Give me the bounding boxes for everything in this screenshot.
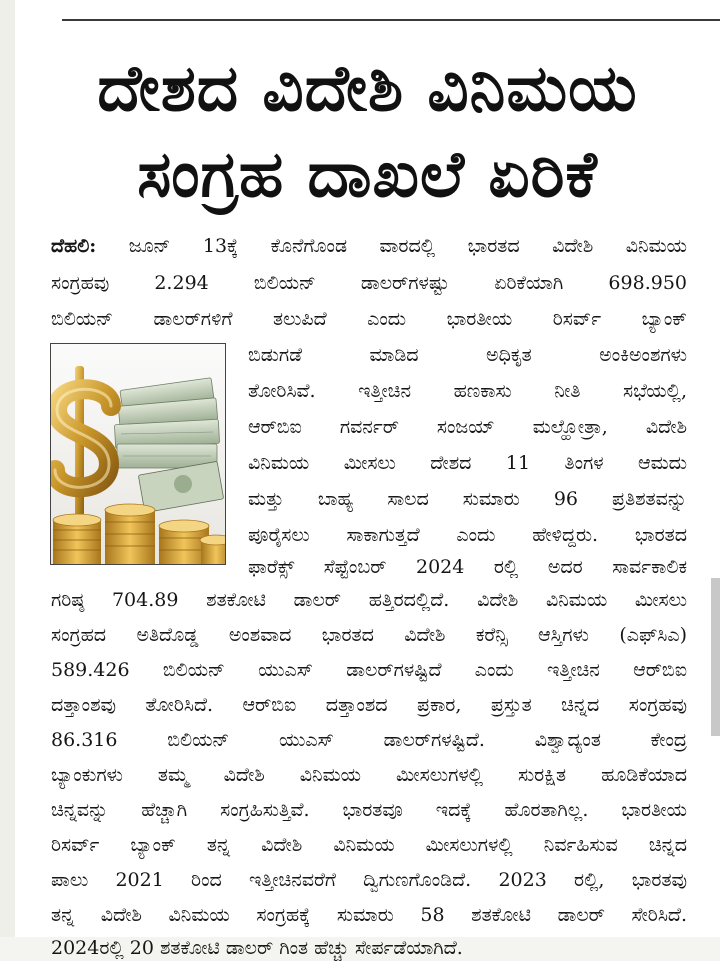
article-line-6: ಆರ್‌ಬಿಐ ಗವರ್ನರ್ ಸಂಜಯ್ ಮಲ್ಹೋತ್ರಾ, ವಿದೇಶಿ bbox=[248, 416, 687, 438]
dollar-money-gold-image bbox=[50, 343, 226, 565]
article-line-20: ತನ್ನ ವಿದೇಶಿ ವಿನಿಮಯ ಸಂಗ್ರಹಕ್ಕೆ ಸುಮಾರು 58 ಶತಕೋಟಿ ಡಾಲರ್ ಸೇರಿಸಿದೆ. bbox=[51, 904, 687, 926]
article-line-19: ಪಾಲು 2021 ರಿಂದ ಇತ್ತೀಚಿನವರೆಗೆ ದ್ವಿಗುಣಗೊಂಡಿದೆ. 2023 ರಲ್ಲಿ, ಭಾರತವು bbox=[51, 869, 687, 891]
article-line-9: ಪೂರೈಸಲು ಸಾಕಾಗುತ್ತದೆ ಎಂದು ಹೇಳಿದ್ದರು. ಭಾರತದ bbox=[248, 524, 687, 546]
article-line-21: 2024ರಲ್ಲಿ 20 ಶತಕೋಟಿ ಡಾಲರ್ ಗಿಂತ ಹೆಚ್ಚು ಸೇರ್ಪಡೆಯಾಗಿದೆ. bbox=[51, 937, 463, 959]
scrollbar-thumb[interactable] bbox=[711, 578, 720, 736]
article-line-2: ಸಂಗ್ರಹವು 2.294 ಬಿಲಿಯನ್ ಡಾಲರ್‌ಗಳಷ್ಟು ಏರಿಕೆಯಾಗಿ 698.950 bbox=[51, 272, 687, 294]
article-line-10: ಫಾರೆಕ್ಸ್ ಸೆಪ್ಟೆಂಬರ್ 2024 ರಲ್ಲಿ ಅದರ ಸಾರ್ವಕಾಲಿಕ bbox=[248, 556, 687, 578]
article-line-11: ಗರಿಷ್ಠ 704.89 ಶತಕೋಟಿ ಡಾಲರ್ ಹತ್ತಿರದಲ್ಲಿದೆ. ವಿದೇಶಿ ವಿನಿಮಯ ಮೀಸಲು bbox=[51, 589, 687, 611]
article-line-1-text: ಜೂನ್ 13ಕ್ಕೆ ಕೊನೆಗೊಂಡ ವಾರದಲ್ಲಿ ಭಾರತದ ವಿದೇಶಿ ವಿನಿಮಯ bbox=[128, 235, 687, 257]
article-line-17: ಚಿನ್ನವನ್ನು ಹೆಚ್ಚಾಗಿ ಸಂಗ್ರಹಿಸುತ್ತಿವೆ. ಭಾರತವೂ ಇದಕ್ಕೆ ಹೊರತಾಗಿಲ್ಲ. ಭಾರತೀಯ bbox=[51, 799, 687, 821]
article-line-14: ದತ್ತಾಂಶವು ತೋರಿಸಿದೆ. ಆರ್‌ಬಿಐ ದತ್ತಾಂಶದ ಪ್ರಕಾರ, ಪ್ರಸ್ತುತ ಚಿನ್ನದ ಸಂಗ್ರಹವು bbox=[51, 694, 687, 716]
top-rule bbox=[62, 19, 720, 21]
article-line-1 bbox=[51, 234, 687, 258]
headline-line-2: ಸಂಗ್ರಹ ದಾಖಲೆ ಏರಿಕೆ bbox=[137, 138, 598, 212]
dateline: ದೆಹಲಿ: bbox=[51, 235, 97, 257]
article-line-3: ಬಿಲಿಯನ್ ಡಾಲರ್‌ಗಳಿಗೆ ತಲುಪಿದೆ ಎಂದು ಭಾರತೀಯ ರಿಸರ್ವ್ ಬ್ಯಾಂಕ್ bbox=[51, 308, 687, 330]
page-margin-left bbox=[0, 0, 15, 961]
headline-line-1: ದೇಶದ ವಿದೇಶಿ ವಿನಿಮಯ bbox=[97, 52, 638, 126]
article-line-18: ರಿಸರ್ವ್ ಬ್ಯಾಂಕ್ ತನ್ನ ವಿದೇಶಿ ವಿನಿಮಯ ಮೀಸಲುಗಳಲ್ಲಿ ನಿರ್ವಹಿಸುವ ಚಿನ್ನದ bbox=[51, 834, 687, 856]
article-line-4: ಬಿಡುಗಡೆ ಮಾಡಿದ ಅಧಿಕೃತ ಅಂಕಿಅಂಶಗಳು bbox=[248, 344, 687, 366]
article-line-16: ಬ್ಯಾಂಕುಗಳು ತಮ್ಮ ವಿದೇಶಿ ವಿನಿಮಯ ಮೀಸಲುಗಳಲ್ಲಿ ಸುರಕ್ಷಿತ ಹೂಡಿಕೆಯಾದ bbox=[51, 764, 687, 786]
article-line-15: 86.316 ಬಿಲಿಯನ್ ಯುಎಸ್ ಡಾಲರ್‌ಗಳಷ್ಟಿದೆ. ವಿಶ್ವಾದ್ಯಂತ ಕೇಂದ್ರ bbox=[51, 729, 687, 751]
article-line-7: ವಿನಿಮಯ ಮೀಸಲು ದೇಶದ 11 ತಿಂಗಳ ಆಮದು bbox=[248, 452, 687, 474]
article-line-12: ಸಂಗ್ರಹದ ಅತಿದೊಡ್ಡ ಅಂಶವಾದ ಭಾರತದ ವಿದೇಶಿ ಕರೆನ್ಸಿ ಆಸ್ತಿಗಳು (ಎಫ್‌ಸಿಎ) bbox=[51, 624, 687, 646]
article-line-5: ತೋರಿಸಿವೆ. ಇತ್ತೀಚಿನ ಹಣಕಾಸು ನೀತಿ ಸಭೆಯಲ್ಲಿ, bbox=[248, 380, 687, 402]
article-line-8: ಮತ್ತು ಬಾಹ್ಯ ಸಾಲದ ಸುಮಾರು 96 ಪ್ರತಿಶತವನ್ನು bbox=[248, 488, 687, 510]
article-line-13: 589.426 ಬಿಲಿಯನ್ ಯುಎಸ್ ಡಾಲರ್‌ಗಳಷ್ಟಿದೆ ಎಂದು ಇತ್ತೀಚಿನ ಆರ್‌ಬಿಐ bbox=[51, 659, 687, 681]
